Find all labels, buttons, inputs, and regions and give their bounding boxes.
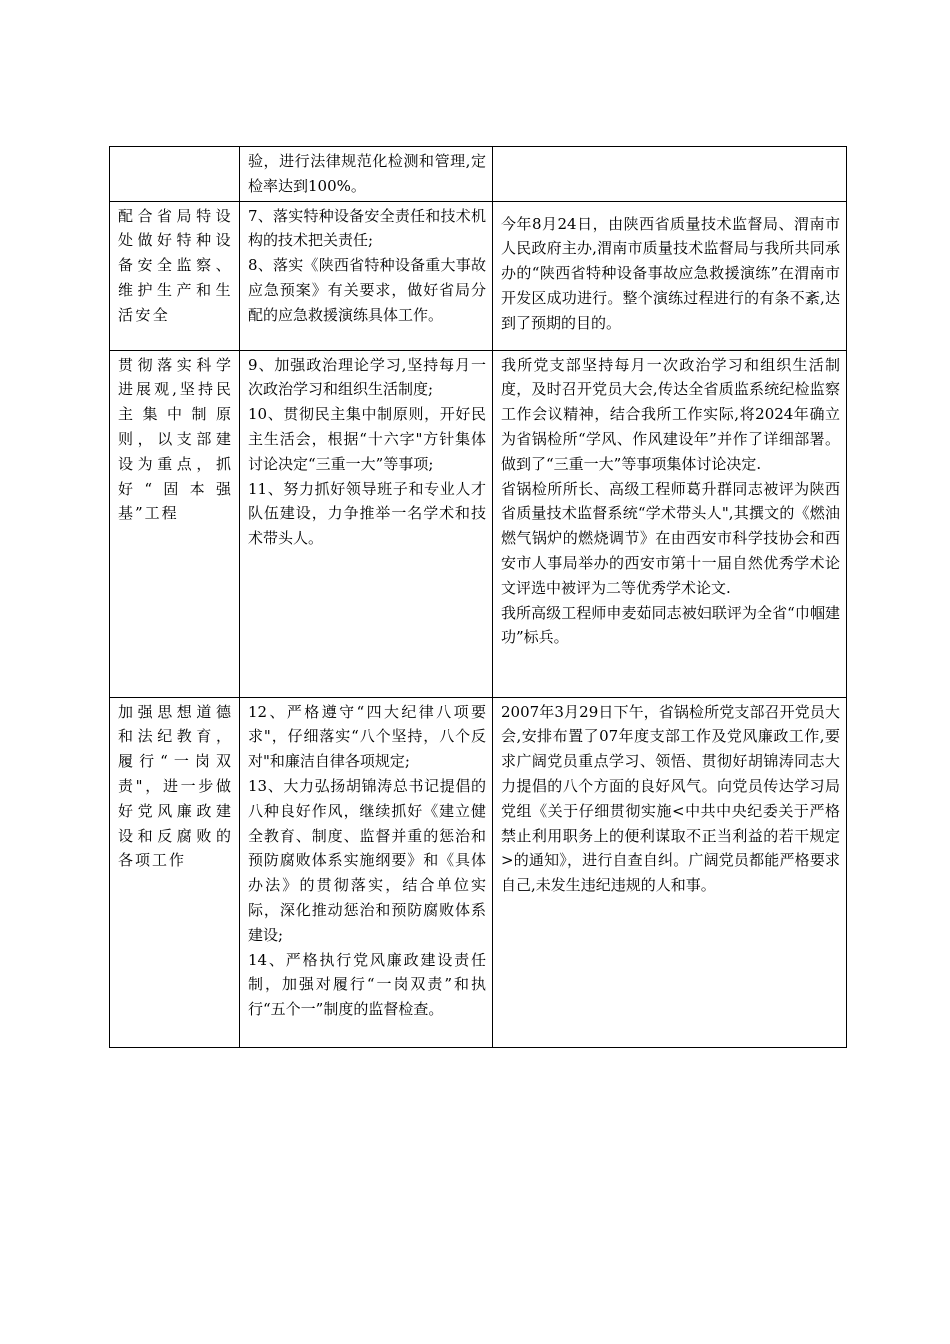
task-text: 贯彻落实科学进展观,坚持民主集中制原则，以支部建设为重点，抓好“固本强基”工程 (118, 355, 233, 523)
measures-cell (240, 201, 493, 350)
task-text: 配合省局特设处做好特种设备安全监察、维护生产和生活安全 (118, 206, 233, 324)
measure-item: 11、努力抓好领导班子和专业人才队伍建设，力争推举一名学术和技术带头人。 (248, 479, 486, 548)
result-paragraph: 我所党支部坚持每月一次政治学习和组织生活制度，及时召开党员大会,传达全省质监系统纪检监察工作会议精神，结合我所工作实际,将2024年确立为省锅检所“学风、作风建设年”并作了详细部署。做到了“三重一大”等事项集体讨论决定. (501, 355, 840, 473)
work-summary-table (109, 146, 847, 1048)
table-row (110, 201, 847, 350)
result-paragraph: 我所高级工程师申麦茹同志被妇联评为全省“巾帼建功”标兵。 (501, 603, 840, 647)
measure-item: 14、严格执行党风廉政建设责任制，加强对履行“一岗双责”和执行“五个一”制度的监督检查。 (248, 950, 486, 1019)
measure-item: 8、落实《陕西省特种设备重大事故应急预案》有关要求，做好省局分配的应急救援演练具体工作。 (248, 256, 486, 324)
table-row (110, 350, 847, 697)
result-paragraph: 今年8月24日，由陕西省质量技术监督局、渭南市人民政府主办,渭南市质量技术监督局与我所共同承办的“陕西省特种设备事故应急救援演练”在渭南市开发区成功进行。整个演练过程进行的有条不紊,达到了预期的目的。 (501, 214, 840, 332)
task-cell (110, 147, 240, 202)
measure-item: 7、落实特种设备安全责任和技术机构的技术把关责任; (248, 206, 486, 250)
result-paragraph: 省锅检所所长、高级工程师葛升群同志被评为陕西省质量技术监督系统“学术带头人",其撰文的《燃油燃气锅炉的燃烧调节》在由西安市科学技协会和西安市人事局举办的西安市第十一届自然优秀学术论文评选中被评为二等优秀学术论文. (501, 479, 840, 597)
measures-cell (240, 697, 493, 1047)
task-cell (110, 697, 240, 1047)
measure-item: 12、严格遵守“四大纪律八项要求"，仔细落实“八个坚持，八个反对"和廉洁自律各项规定; (248, 702, 486, 771)
results-cell (493, 201, 847, 350)
table-row (110, 697, 847, 1047)
results-cell (493, 147, 847, 202)
task-text: 加强思想道德和法纪教育，履行“一岗双责"，进一步做好党风廉政建设和反腐败的各项工作 (118, 702, 233, 870)
measures-cell (240, 350, 493, 697)
table-row (110, 147, 847, 202)
task-cell (110, 201, 240, 350)
measure-item: 10、贯彻民主集中制原则，开好民主生活会，根据“十六字"方针集体讨论决定“三重一大”等事项; (248, 405, 486, 473)
measures-cell (240, 147, 493, 202)
measure-item: 13、大力弘扬胡锦涛总书记提倡的八种良好作风，继续抓好《建立健全教育、制度、监督并重的惩治和预防腐败体系实施纲要》和《具体办法》的贯彻落实，结合单位实际，深化推动惩治和预防腐败体系建设; (248, 776, 486, 944)
task-cell (110, 350, 240, 697)
measure-item: 9、加强政治理论学习,坚持每月一次政治学习和组织生活制度; (248, 355, 486, 399)
result-paragraph: 2007年3月29日下午，省锅检所党支部召开党员大会,安排布置了07年度支部工作及党风廉政工作,要求广阔党员重点学习、领悟、贯彻好胡锦涛同志大力提倡的八个方面的良好风气。向党员传达学习局党组《关于仔细贯彻实施<中共中央纪委关于严格禁止利用职务上的便利谋取不正当利益的若干规定>的通知》，进行自查自纠。广阔党员都能严格要求自己,未发生违纪违规的人和事。 (501, 702, 840, 895)
measure-item: 验，进行法律规范化检测和管理,定检率达到100%。 (248, 152, 486, 195)
results-cell (493, 697, 847, 1047)
results-cell (493, 350, 847, 697)
